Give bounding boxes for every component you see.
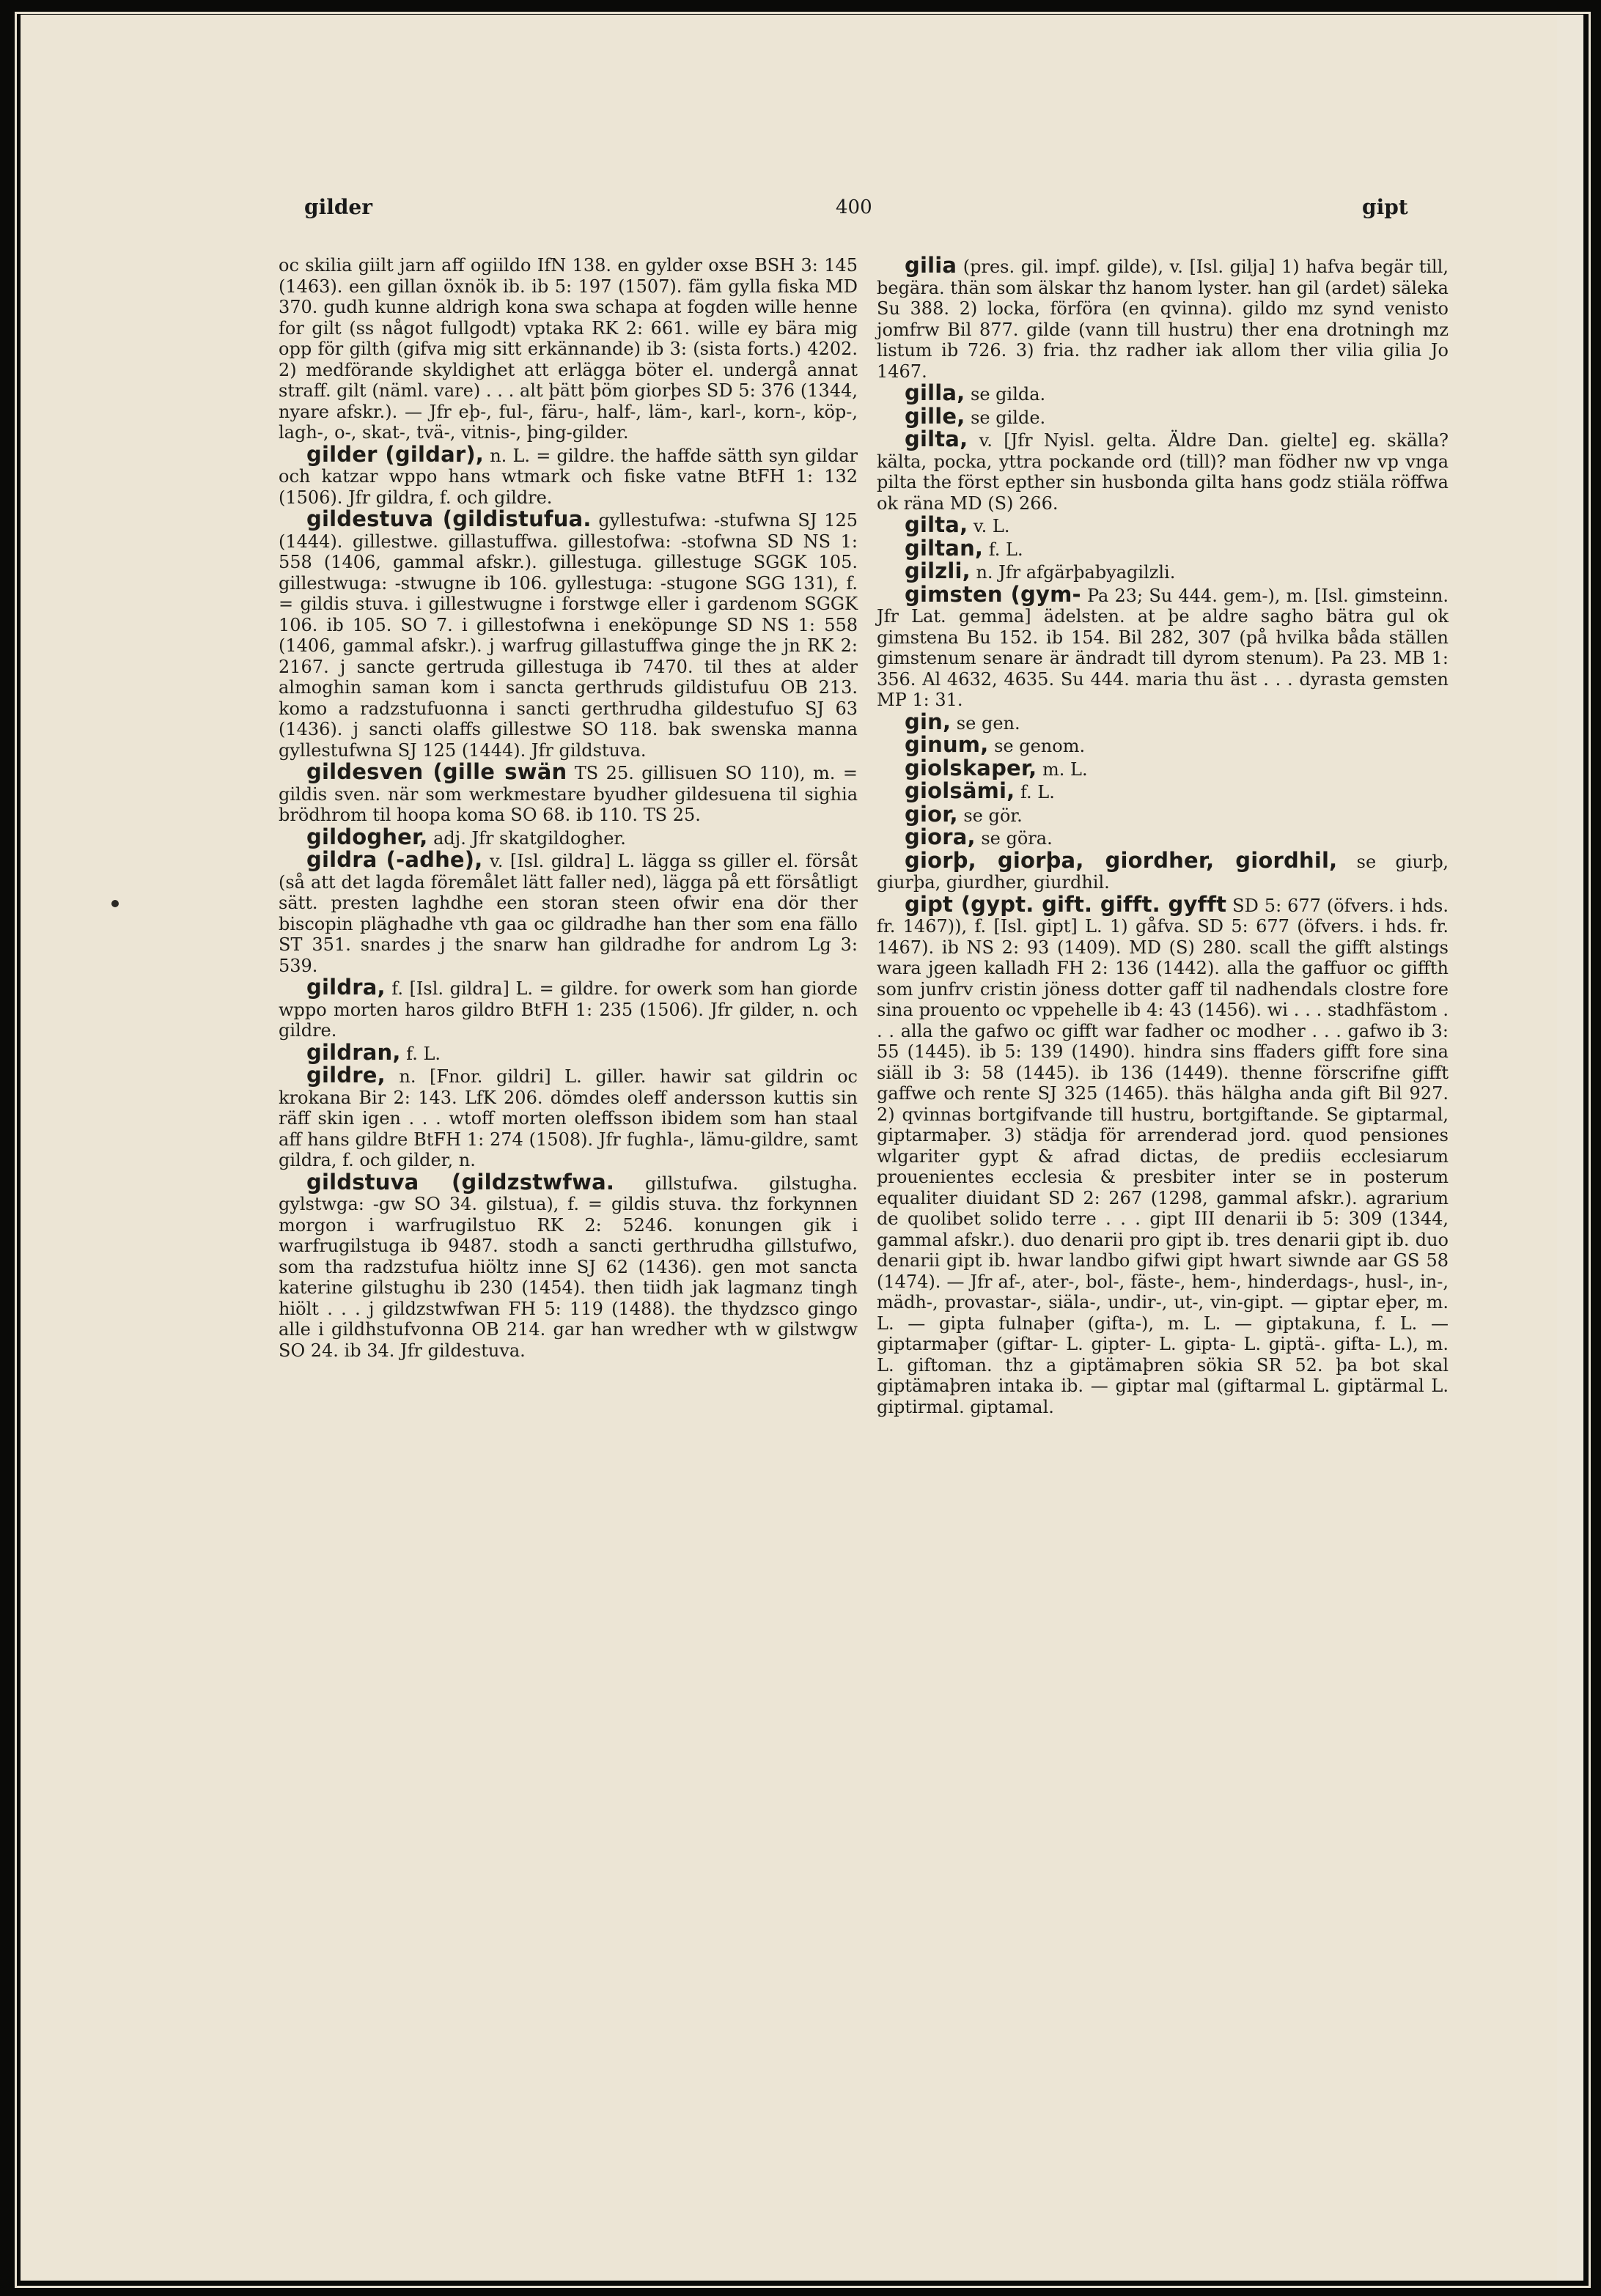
dictionary-entry bbox=[877, 429, 1449, 514]
scan-edge bbox=[1557, 15, 1583, 2281]
entry-body: n. Jfr afgärþabyagilzli. bbox=[970, 562, 1176, 583]
header-first-word: gilder bbox=[304, 195, 372, 219]
dictionary-entry bbox=[279, 849, 858, 976]
entry-body: f. L. bbox=[400, 1043, 441, 1064]
dictionary-entry bbox=[877, 581, 1449, 711]
entry-body: oc skilia giilt jarn aff ogiildo IfN 138. en gylder oxse BSH 3: 145 (1463). een gillan öxnök ib. ib 5: 197 (1507). fäm gylla fiska MD 370. gudh kunne aldrigh kona swa schapa at fogden wille henne for gilt (ss något fullgodt) vptaka RK 2: 661. wille ey bära mig opp för gilth (gifva mig sitt erkännande) ib 3: (sista forts.) 4202. 2) medförande skyldighet att erlägga böter el. undergå annat straff. gilt (näml. vare) . . . alt þätt þöm giorþes SD 5: 376 (1344, nyare afskr.). — Jfr eþ-, ful-, färu-, half-, läm-, karl-, korn-, köp-, lagh-, o-, skat-, tvä-, vitnis-, þing-gilder. bbox=[279, 255, 858, 443]
entry-body: m. L. bbox=[1037, 758, 1088, 780]
entry-headword: gipt (gypt. gift. gifft. gyfft bbox=[905, 891, 1227, 917]
entry-headword: gin, bbox=[905, 709, 952, 734]
entry-body: se gilda. bbox=[965, 384, 1046, 405]
entry-body: TS 25. gillisuen SO 110), m. = gildis sven. när som werkmestare byudher gildesuena til sighia brödhrom til hoopa koma SO 68. ib 110. TS 25. bbox=[279, 763, 858, 825]
entry-headword: giora, bbox=[905, 824, 976, 849]
dictionary-entry bbox=[279, 441, 858, 509]
entry-body: se giurþ, giurþa, giurdher, giurdhil. bbox=[877, 851, 1449, 893]
entry-headword: gior, bbox=[905, 801, 958, 827]
entry-headword: gilzli, bbox=[905, 558, 971, 583]
entry-body: Pa 23; Su 444. gem-), m. [Isl. gimsteinn. Jfr Lat. gemma] ädelsten. at þe aldre sagho bätra gul ok gimstena Bu 152. ib 154. Bil 282, 307 (på hvilka båda ställen gimstenum senare är ändradt till dyrom stenum). Pa 23. MB 1: 356. Al 4632, 4635. Su 444. maria thu äst . . . dyrasta gemsten MP 1: 31. bbox=[877, 585, 1449, 710]
entry-body: f. L. bbox=[983, 539, 1023, 560]
header-last-word: gipt bbox=[1362, 195, 1408, 219]
page-number: 400 bbox=[836, 196, 872, 218]
dictionary-entry bbox=[279, 506, 858, 761]
dictionary-entry bbox=[279, 1065, 858, 1171]
entry-headword: gilta, bbox=[905, 512, 968, 537]
right-column bbox=[877, 255, 1449, 1417]
entry-headword: gille, bbox=[905, 403, 965, 429]
dictionary-entry bbox=[279, 1169, 858, 1362]
entry-body: f. L. bbox=[1015, 782, 1055, 802]
dictionary-entry bbox=[877, 847, 1449, 893]
entry-headword: gildra (-adhe), bbox=[306, 847, 483, 872]
entry-body: se gilde. bbox=[965, 407, 1046, 428]
entry-headword: gimsten (gym- bbox=[905, 581, 1081, 607]
entry-body: adj. Jfr skatgildogher. bbox=[427, 827, 626, 849]
dictionary-entry bbox=[877, 535, 1449, 561]
entry-body: se göra. bbox=[975, 828, 1053, 849]
entry-body: SD 5: 677 (öfvers. i hds. fr. 1467)), f. [Isl. gipt] L. 1) gåfva. SD 5: 677 (öfvers. i hds. fr. 1467). ib NS 2: 93 (1409). MD (S) 280. scall the gifft alstings wara jgeen kalladh FH 2: 136 (1442). alla the gaffuor oc giffth som junfrv cristin jöness dotter gaff til nadhendals clostre fore sina prouento oc vppehelle ib 4: 43 (1456). wi . . . stadhfästom . . . alla the gafwo oc gifft war fadher oc modher . . . gafwo ib 3: 55 (1445). ib 5: 139 (1490). hindra sins ffaders gifft fore sina siäll ib 3: 58 (1445). ib 136 (1449). thenne förscrifne gifft gaffwe och rente SJ 325 (1465). thäs hälgha anda gift Bil 927. 2) qvinnas bortgifvande till hustru, bortgiftande. Se giptarmal, giptarmaþer. 3) städja för arrenderad jord. quod pensiones wlgariter gypt & afrad dictas, de prediis ecclesiarum prouenientes ecclesia & presbiter inter se in posterum equaliter diuidant SD 2: 267 (1298, gammal afskr.). agrarium de quolibet solido terre . . . gipt III denarii ib 5: 309 (1344, gammal afskr.). duo denarii pro gipt ib. tres denarii gipt ib. duo denarii gipt ib. hwar landbo gifwi gipt hwart siwnde aar GS 58 (1474). — Jfr af-, ater-, bol-, fäste-, hem-, hinderdags-, husl-, in-, mädh-, provastar-, siäla-, undir-, ut-, vin-gipt. — giptar eþer, m. L. — gipta fulnaþer (gifta-), m. L. — giptakuna, f. L. — giptarmaþer (giftar- L. gipter- L. gipta- L. giptä-. gifta- L.), m. L. giftoman. thz a giptämaþren sökia SR 52. þa bot skal giptämaþren intaka ib. — giptar mal (giftarmal L. giptärmal L. giptirmal. giptamal. bbox=[877, 895, 1449, 1417]
entry-body: se gen. bbox=[951, 712, 1020, 734]
entry-headword: gildogher, bbox=[306, 824, 428, 849]
dictionary-entry bbox=[279, 977, 858, 1041]
dictionary-entry bbox=[877, 403, 1449, 429]
entry-body: gyllestufwa: -stufwna SJ 125 (1444). gillestwe. gillastuffwa. gillestofwa: -stofwna SD NS 1: 558 (1406, gammal afskr.). gillestuga. gillestuge SGGK 105. gillestwuga: -stwugne ib 106. gyllestuga: -stugone SGG 131), f. = gildis stuva. i gillestwugne i forstwge eller i gardenom SGGK 106. ib 105. SO 7. i gillestofwna i eneköpunge SD NS 1: 558 (1406, gammal afskr.). j warfrug gillastuffwa ginge the jn RK 2: 2167. j sancte gertruda gillestuga ib 7470. til thes at alder almoghin saman kom i sancta gerthruds gildistufuu OB 213. komo a radzstufuonna i sancti gerthrudha gildestufuo SJ 63 (1436). j sancti olaffs gillestwe SO 118. bak swenska manna gyllestufwna SJ 125 (1444). Jfr gildstuva. bbox=[279, 510, 858, 761]
entry-body: v. [Isl. gildra] L. lägga ss giller el. försåt (så att det lagda föremålet lätt faller ned), lägga på ett försåtligt sätt. presten laghdhe een storan steen ofwir ena dör ther biscopin pläghadhe vth gaa oc gildradhe han ther som ena fällo ST 351. snardes j the snarw han gildradhe for androm Lg 3: 539. bbox=[279, 851, 858, 976]
entry-headword: gildstuva (gildzstwfwa. bbox=[306, 1169, 615, 1195]
entry-headword: gildran, bbox=[306, 1039, 401, 1065]
dictionary-entry bbox=[877, 734, 1449, 757]
entry-headword: gildestuva (gildistufua. bbox=[306, 506, 592, 531]
entry-headword: gilta, bbox=[905, 427, 968, 451]
entry-body: n. [Fnor. gildri] L. giller. hawir sat gildrin oc krokana Bir 2: 143. LfK 206. dömdes oleff andersson kuttis sin räff skin igen . . . wtoff morten oleffsson ibidem som han staal aff hans gildre BtFH 1: 274 (1508). Jfr fughla-, lämu-gildre, samt gildra, f. och gilder, n. bbox=[279, 1066, 858, 1170]
entry-headword: gildesven (gille swän bbox=[306, 759, 567, 784]
entry-headword: gildre, bbox=[306, 1063, 386, 1088]
dictionary-entry bbox=[877, 755, 1449, 780]
entry-headword: gildra, bbox=[306, 975, 386, 1000]
dictionary-entry bbox=[877, 824, 1449, 849]
dictionary-entry bbox=[877, 255, 1449, 382]
entry-body: f. [Isl. gildra] L. = gildre. for owerk som han giorde wppo morten haros gildro BtFH 1: 235 (1506). Jfr gilder, n. och gildre. bbox=[279, 978, 858, 1041]
entry-body: se genom. bbox=[988, 736, 1086, 756]
margin-dot bbox=[111, 900, 119, 907]
entry-headword: giorþ, giorþa, giordher, giordhil, bbox=[905, 847, 1338, 873]
dictionary-entry bbox=[877, 709, 1449, 734]
entry-headword: gilder (gildar), bbox=[306, 441, 485, 467]
dictionary-entry bbox=[279, 761, 858, 826]
dictionary-entry bbox=[877, 558, 1449, 583]
dictionary-entry bbox=[877, 891, 1449, 1418]
dictionary-entry bbox=[279, 824, 858, 849]
entry-body: gillstufwa. gilstugha. gylstwga: -gw SO 34. gilstua), f. = gildis stuva. thz forkynnen morgon i warfrugilstuo RK 2: 5246. konungen gik i warfrugilstuga ib 9487. stodh a sancti gerthrudha gillstufwo, som tha radzstufua hiöltz inne SJ 62 (1436). gen mot sancta katerine gilstughu ib 230 (1454). then tiidh jak lagmanz tingh hiölt . . . j gildzstwfwan FH 5: 119 (1488). the thydzsco gingo alle i gildhstufvonna OB 214. gar han wredher wth w gilstwgw SO 24. ib 34. Jfr gildestuva. bbox=[279, 1173, 858, 1361]
entry-body: n. L. = gildre. the haffde sätth syn gildar och katzar wppo hans wtmark och fiske vatne BtFH 1: 132 (1506). Jfr gildra, f. och gildre. bbox=[279, 445, 858, 508]
entry-body: v. [Jfr Nyisl. gelta. Äldre Dan. gielte] eg. skälla? kälta, pocka, yttra pockande ord (till)? man födher nw vp vnga pilta the först epther sin husbonda gilta hans godz stiäla röffwa ok räna MD (S) 266. bbox=[877, 430, 1449, 514]
running-header bbox=[0, 174, 1601, 218]
entry-body: (pres. gil. impf. gilde), v. [Isl. gilja] 1) hafva begär till, begära. thän som älskar thz hanom lyster. han gil (ardet) säleka Su 388. 2) locka, förföra (en qvinna). gildo mz synd venisto jomfrw Bil 877. gilde (vann till hustru) ther ena drotningh mz listum ib 726. 3) fria. thz radher iak allom ther vilia gilia Jo 1467. bbox=[877, 256, 1449, 382]
entry-headword: gilla, bbox=[905, 380, 965, 405]
dictionary-entry bbox=[279, 1039, 858, 1065]
dictionary-entry bbox=[877, 801, 1449, 827]
entry-headword: giolskaper, bbox=[905, 755, 1037, 780]
dictionary-entry bbox=[877, 780, 1449, 803]
entry-body: se gör. bbox=[957, 805, 1023, 826]
dictionary-entry bbox=[877, 380, 1449, 405]
dictionary-entry bbox=[279, 255, 858, 443]
dictionary-entry bbox=[877, 514, 1449, 537]
entry-headword: gilia bbox=[905, 253, 957, 278]
left-column bbox=[279, 255, 858, 1361]
entry-headword: giolsämi, bbox=[905, 778, 1015, 803]
entry-headword: ginum, bbox=[905, 732, 989, 757]
entry-headword: giltan, bbox=[905, 535, 984, 561]
entry-body: v. L. bbox=[968, 516, 1010, 536]
